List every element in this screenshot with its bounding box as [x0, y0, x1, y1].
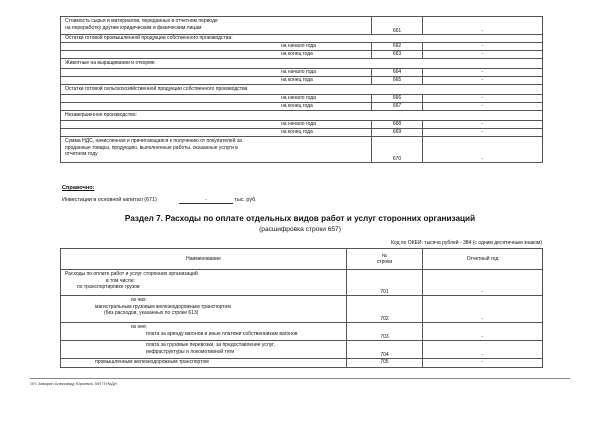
- row-value: -: [481, 351, 484, 358]
- table-row: [61, 323, 543, 341]
- row-value: -: [481, 51, 484, 57]
- row-value: -: [481, 69, 484, 75]
- row-code: 665: [392, 77, 402, 83]
- row-heading: Незавершенное производство:: [65, 112, 137, 118]
- section-title: Раздел 7. Расходы по оплате отдельных видов работ и услуг сторонних организаций: [124, 214, 476, 223]
- row-text: Стоимость сырья и материалов, переданных в отчетном периоде: [65, 18, 218, 24]
- services-table: [60, 248, 543, 368]
- table-row: [61, 77, 543, 85]
- row-value: -: [481, 315, 484, 322]
- row-code: 704: [380, 351, 389, 358]
- row-text: отчетном году: [65, 151, 98, 158]
- row-heading: Остатки готовой сельскохозяйственной продукции собственного производства: [65, 86, 248, 92]
- row-code: 664: [392, 69, 402, 75]
- table-row: [61, 95, 543, 103]
- row-text: плата за аренду вагонов и иные платежи собственникам вагонов: [146, 330, 298, 337]
- row-value: -: [481, 27, 484, 34]
- row-code: 701: [380, 288, 389, 295]
- table-row: [61, 341, 543, 359]
- row-text: по транспортировке грузов: [77, 284, 140, 291]
- row-code: 703: [380, 333, 389, 340]
- header-number: строки: [376, 259, 393, 265]
- investment-unit: тыс. руб.: [234, 197, 257, 203]
- table-row: [61, 59, 543, 69]
- row-code: 669: [392, 129, 402, 135]
- production-table: [60, 16, 543, 163]
- row-value: -: [481, 129, 484, 135]
- row-code: 670: [392, 155, 402, 162]
- reference-heading: Справочно:: [62, 185, 95, 191]
- footer-divider: [30, 378, 570, 379]
- table-row: [61, 51, 543, 59]
- row-value: -: [481, 121, 484, 127]
- table-row: [61, 103, 543, 111]
- okei-code: Код по ОКЕИ: тысяча рублей - 384 (с одним десятичным знаком): [391, 240, 542, 246]
- row-value: -: [481, 288, 484, 295]
- investment-value: -: [179, 198, 233, 204]
- row-value: -: [481, 95, 484, 101]
- row-code: 702: [380, 315, 389, 322]
- row-code: 668: [392, 121, 402, 127]
- table-row: [61, 270, 543, 296]
- row-heading: Остатки готовой промышленной продукции собственного производства:: [65, 35, 233, 41]
- table-header-row: [61, 249, 543, 270]
- table-row: [61, 121, 543, 129]
- table-row: [61, 129, 543, 137]
- row-heading: Животные на выращивании и откорме:: [65, 60, 156, 66]
- table-row: [61, 359, 543, 368]
- row-text: инфраструктуры и локомотивной тяги: [146, 348, 235, 355]
- row-value: -: [481, 77, 484, 83]
- investment-line: [62, 197, 257, 204]
- row-value: -: [481, 43, 484, 49]
- header-number: №: [381, 253, 388, 259]
- row-sublabel: на начало года: [281, 95, 316, 101]
- row-sublabel: на начало года: [281, 121, 316, 127]
- table-row: [61, 17, 543, 35]
- table-row: [61, 296, 543, 323]
- row-text: из нее:: [131, 324, 148, 330]
- table-row: [61, 137, 543, 163]
- row-text: плата за грузовые перевозки, за предоставление услуг,: [146, 342, 275, 348]
- table-row: [61, 43, 543, 51]
- table-row: [61, 35, 543, 43]
- row-text: на переработку другим юридическим и физическим лицам: [65, 24, 202, 31]
- table-row: [61, 85, 543, 95]
- row-text: магистральным грузовым железнодорожным транспортом: [95, 303, 231, 310]
- header-name: Наименование: [186, 256, 221, 262]
- row-sublabel: на начало года: [281, 69, 316, 75]
- row-code: 705: [380, 359, 389, 365]
- row-code: 667: [392, 103, 402, 109]
- row-value: -: [481, 359, 484, 365]
- header-year: Отчетный год: [466, 256, 499, 262]
- row-text: (без расходов, указанных по строке 613): [104, 310, 199, 317]
- row-value: -: [481, 103, 484, 109]
- row-code: 661: [392, 27, 402, 34]
- row-sublabel: на конец года: [281, 103, 313, 109]
- footer-signature: ЭП: Заворин Александр Юрьевич, МП ПУМДИ: [30, 381, 117, 386]
- row-sublabel: на конец года: [281, 129, 313, 135]
- row-value: -: [481, 333, 484, 340]
- row-text: Расходы по оплате работ и услуг сторонних организаций: [65, 271, 198, 277]
- section-subtitle: (расшифровка строки 657): [259, 226, 341, 233]
- row-text: из них:: [131, 297, 147, 303]
- row-code: 663: [392, 51, 402, 57]
- row-code: 662: [392, 43, 402, 49]
- row-code: 666: [392, 95, 402, 101]
- row-sublabel: на начало года: [281, 43, 316, 49]
- investment-label: Инвестиции в основной капитал (671): [62, 197, 157, 203]
- row-text: промышленным железнодорожным транспортом: [95, 359, 209, 365]
- row-sublabel: на конец года: [281, 77, 313, 83]
- row-text: в том числе:: [106, 277, 135, 284]
- table-row: [61, 111, 543, 121]
- row-sublabel: на конец года: [281, 51, 313, 57]
- row-value: -: [481, 155, 484, 162]
- table-row: [61, 69, 543, 77]
- row-text: Сумма НДС, начисленная и причитающаяся к получению от покупателей за: [65, 138, 242, 144]
- row-text: проданные товары, продукцию, выполненные работы, оказанные услуги в: [65, 144, 238, 151]
